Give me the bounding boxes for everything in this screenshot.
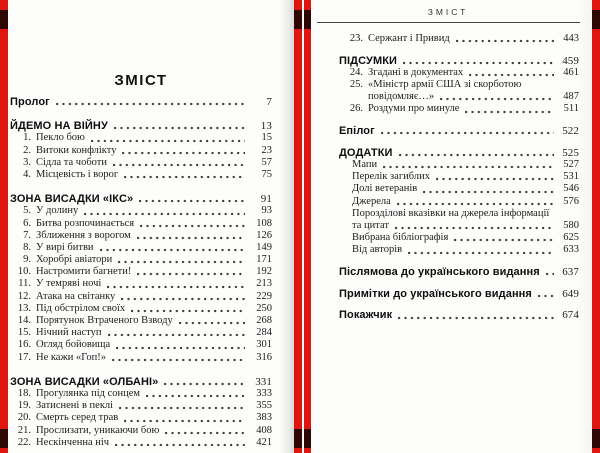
toc-entry-number: 7. <box>23 229 31 241</box>
toc-dot-leader <box>121 293 245 301</box>
toc-entry-label: Від авторів <box>352 244 403 256</box>
toc-entry-number: 16. <box>17 339 31 351</box>
toc-entry <box>339 79 579 91</box>
toc-page-number: 15 <box>261 132 272 144</box>
toc-entry <box>10 412 272 424</box>
toc-entry-label: Настромити багнети! <box>36 266 132 278</box>
toc-dot-leader <box>440 93 554 101</box>
toc-entry-label: Порятунок Втраченого Взводу <box>36 315 173 326</box>
toc-entry-label: Огляд бойовища <box>36 339 111 351</box>
toc-page-number: 674 <box>562 309 579 322</box>
toc-entry-label: Покажчик <box>339 309 393 322</box>
toc-page-number: 355 <box>256 400 272 412</box>
left-page <box>10 0 272 453</box>
toc-dot-leader <box>381 127 554 135</box>
toc-entry-label: ЙДЕМО НА ВІЙНУ <box>10 120 108 133</box>
toc-page-number: 421 <box>256 436 272 448</box>
toc-entry-label: ДОДАТКИ <box>339 146 393 159</box>
toc-page-number: 331 <box>255 375 272 388</box>
toc-entry <box>10 120 272 132</box>
toc-page-number: 522 <box>562 125 579 138</box>
toc-page-number: 576 <box>563 195 579 207</box>
toc-entry <box>10 278 272 290</box>
toc-entry <box>339 196 579 208</box>
toc-dot-leader <box>436 173 554 181</box>
toc-entry-label: Пекло бою <box>36 132 85 144</box>
toc-entry-label: У долину <box>36 205 79 217</box>
toc-entry-number: 3. <box>23 156 31 168</box>
toc-entry <box>10 437 272 449</box>
edge-dark-band <box>0 429 8 448</box>
toc-dot-leader <box>107 281 245 289</box>
toc-dot-leader <box>84 208 245 216</box>
toc-dot-leader <box>398 312 554 320</box>
toc-entry-number: 11. <box>18 278 31 290</box>
toc-entry-label: Епілог <box>339 125 375 138</box>
toc-entry <box>339 266 579 278</box>
toc-entry-label: Прослизати, уникаючи бою <box>36 424 160 436</box>
toc-page-number: 531 <box>563 171 579 183</box>
toc-entry <box>339 288 579 300</box>
toc-dot-leader <box>423 186 554 194</box>
toc-page-number: 461 <box>563 66 579 78</box>
edge-dark-band <box>304 10 311 29</box>
toc-dot-leader <box>91 135 245 143</box>
toc-entry-number: 25. <box>349 79 363 91</box>
toc-entry <box>10 242 272 254</box>
toc-page-number: 93 <box>261 205 272 217</box>
toc-entry-label: Долі ветеранів <box>352 183 418 195</box>
toc-entry-label: Згадані в документах <box>368 66 464 78</box>
toc-entry-label: ЗОНА ВИСАДКИ «ОЛБАНІ» <box>10 375 159 388</box>
toc-entry-label: Під обстрілом своїх <box>36 302 126 314</box>
toc-entry-number: 17. <box>17 351 31 363</box>
toc-page-number: 229 <box>256 290 272 302</box>
toc-entry-number: 5. <box>23 205 31 217</box>
toc-dot-leader <box>131 305 245 313</box>
toc-dot-leader <box>454 234 554 242</box>
toc-entry-label: Смерть серед трав <box>36 412 119 424</box>
toc-page-number: 301 <box>256 339 272 351</box>
toc-dot-leader <box>395 222 554 230</box>
toc-page-number: 23 <box>261 144 272 156</box>
toc-page-number: 625 <box>563 232 579 244</box>
toc-entry-label: Прогулянка під сонцем <box>36 387 141 399</box>
toc-entry-label: Битва розпочинається <box>36 217 135 229</box>
toc-entry-label: Джерела <box>352 195 391 207</box>
toc-dot-leader <box>408 247 554 255</box>
toc-page-number: 149 <box>256 241 272 253</box>
toc-entry-number: 12. <box>17 290 31 302</box>
toc-entry <box>339 67 579 79</box>
toc-entry-number: 14. <box>17 315 31 326</box>
toc-entry-label: Сідла та чоботи <box>36 156 107 168</box>
toc-page-number: 268 <box>256 315 272 326</box>
toc-page-number: 13 <box>260 120 272 133</box>
edge-dark-band <box>294 429 302 448</box>
red-edge-strip-center-right <box>304 0 311 453</box>
toc-dot-leader <box>124 171 245 179</box>
toc-entry <box>339 208 579 220</box>
toc-page-number: 527 <box>563 159 579 170</box>
toc-entry-number: 1. <box>23 132 31 144</box>
toc-entry-label: Хоробрі авіатори <box>36 254 113 266</box>
toc-entry <box>339 33 579 45</box>
toc-dot-leader <box>538 290 554 298</box>
toc-entry <box>10 352 272 364</box>
toc-dot-leader <box>383 161 554 169</box>
toc-entry-label: Порозділові вказівки на джерела інформації <box>352 207 550 219</box>
toc-dot-leader <box>124 415 245 423</box>
toc-page-number: 333 <box>256 387 272 399</box>
toc-page-number: 213 <box>256 278 272 290</box>
toc-dot-leader <box>137 268 245 276</box>
toc-page-number: 250 <box>256 302 272 314</box>
header-rule <box>317 22 580 23</box>
toc-entry-number: 15. <box>17 327 31 339</box>
toc-dot-leader <box>56 98 245 106</box>
toc-dot-leader <box>119 402 245 410</box>
toc-entry-number: 20. <box>17 412 31 424</box>
toc-entry <box>10 205 272 217</box>
toc-dot-leader <box>114 122 245 130</box>
toc-entry-number: 6. <box>23 217 31 229</box>
toc-entry-label: Вибрана бібліографія <box>352 232 449 244</box>
toc-entry <box>10 96 272 108</box>
toc-dot-leader <box>465 106 554 114</box>
right-page <box>339 0 579 453</box>
toc-entry <box>339 55 579 67</box>
toc-entry <box>339 183 579 195</box>
toc-entry-label: Зближення з ворогом <box>36 229 131 241</box>
toc-page-number: 75 <box>261 168 272 180</box>
toc-entry <box>339 125 579 137</box>
toc-entry <box>10 157 272 169</box>
toc-entry-label: Післямова до українського видання <box>339 266 540 278</box>
red-edge-strip-left <box>0 0 8 453</box>
toc-list-left <box>10 96 272 449</box>
toc-entry-label: Нескінченна ніч <box>36 436 110 448</box>
toc-page-number: 580 <box>563 219 579 231</box>
toc-entry-number: 8. <box>23 241 31 253</box>
toc-entry <box>10 145 272 157</box>
toc-entry-label: Мапи <box>352 159 378 170</box>
toc-page-number: 7 <box>266 96 272 108</box>
red-edge-strip-right <box>592 0 600 453</box>
toc-entry <box>339 220 579 232</box>
toc-entry-number: 21. <box>17 424 31 436</box>
toc-page-number: 91 <box>260 193 272 206</box>
toc-entry-number: 10. <box>17 266 31 278</box>
toc-dot-leader <box>100 244 245 252</box>
toc-dot-leader <box>116 342 245 350</box>
red-edge-strip-center-left <box>294 0 302 453</box>
toc-entry-label: Місцевість і ворог <box>36 168 119 180</box>
toc-entry <box>10 132 272 144</box>
edge-dark-band <box>0 10 8 29</box>
toc-page-number: 171 <box>256 254 272 266</box>
toc-entry <box>339 244 579 256</box>
toc-dot-leader <box>139 195 245 203</box>
toc-list-right <box>339 33 579 322</box>
toc-entry-label: Пролог <box>10 96 50 108</box>
toc-entry-label: ЗОНА ВИСАДКИ «ІКС» <box>10 193 134 206</box>
toc-entry <box>10 266 272 278</box>
toc-entry-label: Затиснені в пеклі <box>36 400 114 412</box>
toc-dot-leader <box>115 439 245 447</box>
toc-entry-number: 2. <box>23 144 31 156</box>
toc-dot-leader <box>122 147 245 155</box>
toc-page-number: 525 <box>562 146 579 159</box>
toc-entry-number: 13. <box>17 302 31 314</box>
toc-dot-leader <box>403 57 554 65</box>
toc-page-number: 443 <box>563 33 579 44</box>
toc-page-number: 284 <box>256 327 272 339</box>
toc-entry <box>10 400 272 412</box>
toc-page-number: 316 <box>256 351 272 363</box>
toc-dot-leader <box>469 69 554 77</box>
toc-entry <box>339 147 579 159</box>
toc-dot-leader <box>140 220 245 228</box>
toc-dot-leader <box>112 354 245 362</box>
toc-entry <box>339 309 579 321</box>
toc-entry <box>10 376 272 388</box>
toc-entry <box>10 388 272 400</box>
toc-page-number: 487 <box>563 91 579 103</box>
toc-entry-number: 9. <box>23 254 31 266</box>
toc-entry-label: Сержант і Привид <box>368 33 450 44</box>
toc-dot-leader <box>456 35 554 43</box>
toc-entry-label: «Міністр армії США зі скорботою <box>368 79 522 91</box>
toc-entry <box>10 230 272 242</box>
toc-page-number: 192 <box>256 266 272 278</box>
edge-dark-band <box>304 429 311 448</box>
toc-entry <box>10 218 272 230</box>
toc-page-number: 633 <box>563 244 579 256</box>
toc-entry <box>339 232 579 244</box>
toc-entry <box>339 171 579 183</box>
toc-entry <box>10 193 272 205</box>
toc-page-number: 57 <box>261 156 272 168</box>
toc-page-number: 649 <box>562 287 579 300</box>
toc-entry-number: 18. <box>17 387 31 399</box>
toc-entry-label: Витоки конфлікту <box>36 144 117 156</box>
toc-entry-label: Роздуми про минуле <box>368 103 460 115</box>
toc-entry <box>10 315 272 327</box>
toc-entry-label: Примітки до українського видання <box>339 287 532 300</box>
toc-page-number: 459 <box>562 54 579 67</box>
toc-dot-leader <box>165 427 245 435</box>
toc-entry-number: 4. <box>23 168 31 180</box>
toc-page-number: 383 <box>256 412 272 424</box>
toc-entry <box>339 91 579 103</box>
toc-dot-leader <box>546 268 554 276</box>
toc-entry <box>10 291 272 303</box>
edge-dark-band <box>592 10 600 29</box>
toc-dot-leader <box>179 317 245 325</box>
running-header: ЗМІСТ <box>427 7 469 17</box>
toc-entry-number: 24. <box>349 66 363 78</box>
toc-entry <box>10 169 272 181</box>
page-title: ЗМІСТ <box>114 72 168 89</box>
toc-entry <box>339 103 579 115</box>
toc-entry <box>10 254 272 266</box>
toc-entry-label: У темряві ночі <box>36 278 102 290</box>
gutter-shadow <box>279 0 307 453</box>
toc-entry-label: та цитат <box>352 219 389 231</box>
toc-entry-label: повідомляє…» <box>368 91 435 103</box>
toc-page-number: 637 <box>562 266 579 278</box>
toc-page-number: 126 <box>256 229 272 241</box>
toc-dot-leader <box>137 232 245 240</box>
toc-dot-leader <box>146 390 245 398</box>
edge-dark-band <box>294 10 302 29</box>
toc-entry <box>10 327 272 339</box>
toc-entry <box>10 425 272 437</box>
edge-dark-band <box>592 429 600 448</box>
toc-entry-number: 19. <box>17 400 31 412</box>
toc-dot-leader <box>164 378 245 386</box>
toc-entry-number: 26. <box>349 103 363 115</box>
toc-page-number: 546 <box>563 183 579 195</box>
toc-entry-label: Не кажи «Гоп!» <box>36 351 106 363</box>
toc-dot-leader <box>399 149 554 157</box>
toc-dot-leader <box>113 159 245 167</box>
toc-dot-leader <box>108 329 245 337</box>
toc-entry-label: Нічний наступ <box>36 327 102 339</box>
toc-page-number: 511 <box>563 103 579 115</box>
toc-dot-leader <box>118 256 245 264</box>
toc-entry-label: Перелік загиблих <box>352 171 430 183</box>
toc-page-number: 408 <box>256 424 272 436</box>
toc-entry <box>10 339 272 351</box>
toc-dot-leader <box>397 198 554 206</box>
toc-page-number: 108 <box>256 217 272 229</box>
toc-entry-number: 22. <box>17 436 31 448</box>
toc-entry-label: У вирі битви <box>36 241 94 253</box>
toc-entry-number: 23. <box>349 33 363 44</box>
toc-entry <box>339 159 579 171</box>
toc-entry <box>10 303 272 315</box>
toc-entry-label: Атака на світанку <box>36 290 116 302</box>
toc-entry-label: ПІДСУМКИ <box>339 54 398 67</box>
